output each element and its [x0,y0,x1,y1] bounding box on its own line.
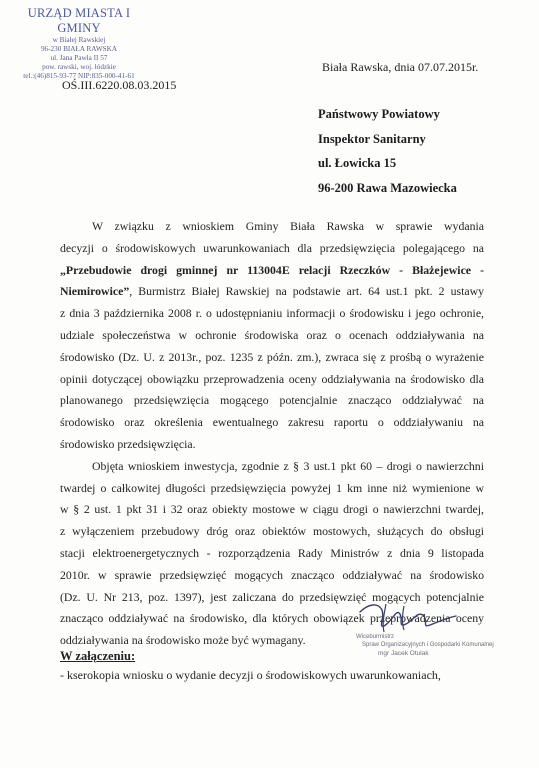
body-line: udziale społeczeństwa w ochronie środowiska oraz o ocenach oddziaływania na [60,327,484,342]
body-line: w § 2 ust. 1 pkt 31 i 32 oraz obiekty mostowe w ciągu drogi o nawierzchni twardej, [60,502,484,517]
stamp-line: w Białej Rawskiej [52,36,106,44]
letter-body [60,216,484,652]
body-line: Objęta wnioskiem inwestycja, zgodnie z § 3 ust.1 pkt 60 – drogi o nawierzchni [92,458,484,473]
attachment-item: - kserokopia wniosku o wydanie decyzji o środowiskowych uwarunkowaniach, [60,668,441,682]
body-line [60,281,484,303]
body-text: , Burmistrz Białej Rawskiej na podstawie art. 64 ust.1 pkt. 2 ustawy [129,284,484,299]
place-date: Biała Rawska, dnia 07.07.2015r. [322,60,479,74]
body-line: W związku z wnioskiem Gminy Biała Rawska w sprawie wydania [92,219,484,233]
signature-name: mgr Jacek Otulak [378,650,429,657]
case-reference: OŚ.III.6220.08.03.2015 [62,78,177,92]
body-line: decyzji o środowiskowych uwarunkowaniach dla przedsięwzięcia polegającego na [60,240,484,255]
addressee-line: Państwowy Powiatowy [318,107,440,121]
stamp-line: 96-230 BIAŁA RAWSKA [40,45,118,53]
addressee-line: 96-200 Rawa Mazowiecka [318,180,457,195]
stamp-line: pow. rawski, woj. łódzkie [42,63,116,71]
stamp-line: tel.:(46)815-93-77 NIP:835-000-41-61 [23,72,135,80]
stamp-line: ul. Jana Pawła II 57 [50,54,108,62]
project-name-end: Niemirowice” [60,284,130,299]
body-line: środowisko oraz określenia ewentualnego zakresu raportu o oddziaływaniu na [60,415,484,430]
body-line: stacji elektroenergetycznych - rozporządzenia Rady Ministrów z dnia 9 listopada [60,545,484,560]
signature-title: Wiceburmistrz [356,634,395,640]
body-line: środowisko (Dz. U. z 2013r., poz. 1235 z późn. zm.), zwraca się z prośbą o wyrażenie [60,349,484,364]
body-line: znacząco oddziaływać na środowisko, dla których obowiązek przeprowadzenia oceny [60,611,484,626]
stamp-title: URZĄD MIASTA I GMINY [27,6,131,35]
office-header-stamp [8,6,150,81]
body-line [60,260,484,282]
body-line: z wyłączeniem przebudowy dróg oraz obiektów mostowych, służących do obsługi [60,524,484,539]
addressee-block [318,102,457,200]
body-line: opinii dotyczącej obowiązku przeprowadzenia oceny oddziaływania na środowisko dla [60,371,484,386]
body-line: środowisko przedsięwzięcia. [60,436,196,451]
body-line: twardej o całkowitej długości przedsięwzięcia powyżej 1 km inne niż wymienione w [60,480,484,495]
handwritten-signature-icon [338,598,488,658]
signature-department: Spraw Organizacyjnych i Gospodarki Komunalnej [362,642,494,648]
attachments-heading: W załączeniu: [60,649,136,663]
body-line: (Dz. U. Nr 213, poz. 1397), jest zaliczana do przedsięwzięć mogących potencjalnie [60,589,484,604]
addressee-line: ul. Łowicka 15 [318,156,397,170]
signature-stamp [338,598,494,670]
project-name: „Przebudowie drogi gminnej nr 113004E relacji Rzeczków - Błażejewice - [60,262,484,277]
body-line: oddziaływania na środowisko może być wymagany. [60,633,306,648]
addressee-line: Inspektor Sanitarny [318,131,426,146]
body-line: 2010r. w sprawie przedsięwzięć mogących znacząco oddziaływać na środowisko [60,567,484,582]
body-line: planowanego przedsięwzięcia mogącego potencjalnie znacząco oddziaływać na [60,393,484,408]
body-line: z dnia 3 października 2008 r. o udostępnianiu informacji o środowisku i jego ochronie, [60,306,484,321]
